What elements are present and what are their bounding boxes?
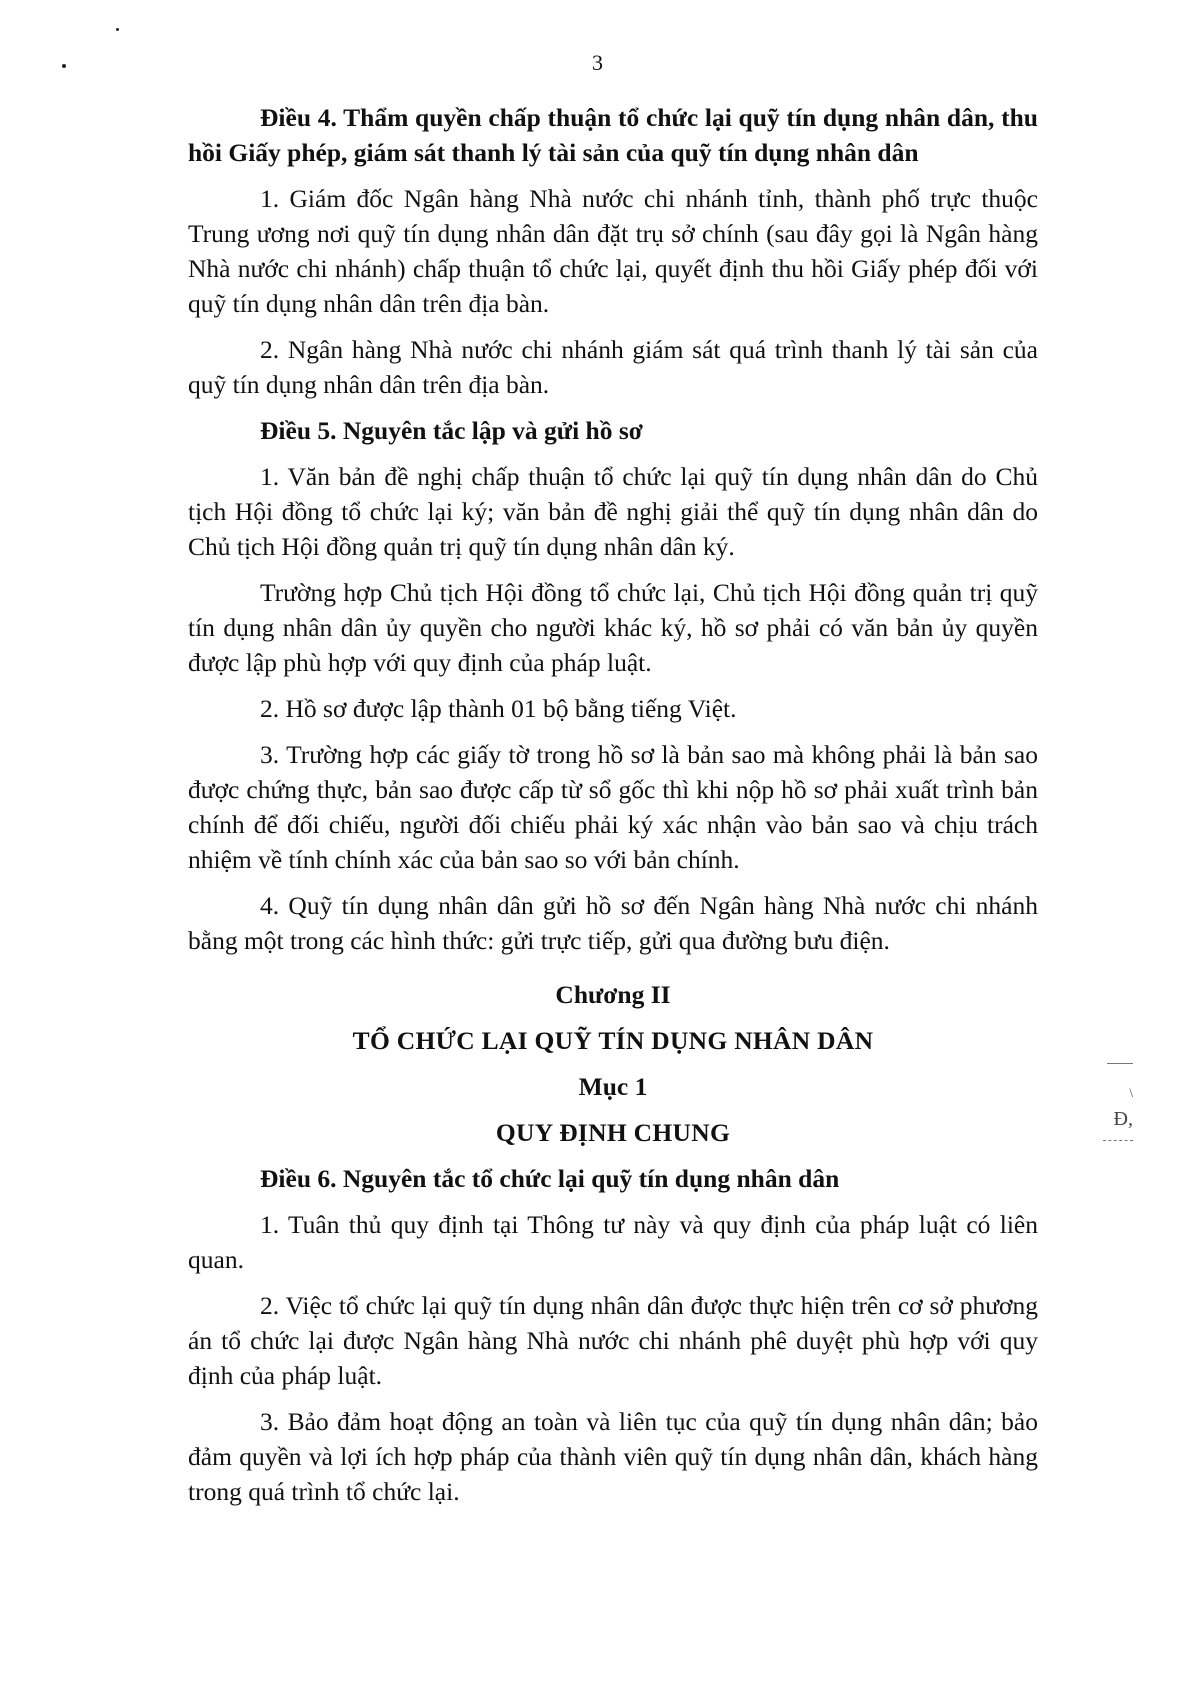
chapter-title: TỔ CHỨC LẠI QUỸ TÍN DỤNG NHÂN DÂN xyxy=(352,1026,874,1055)
article-4-heading: Điều 4. Thẩm quyền chấp thuận tổ chức lại quỹ tín dụng nhân dân, thu hồi Giấy phép, giám sát thanh lý tài sản của quỹ tín dụng nhân dân xyxy=(188,103,1038,167)
article-5-clause-4: 4. Quỹ tín dụng nhân dân gửi hồ sơ đến Ngân hàng Nhà nước chi nhánh bằng một trong các hình thức: gửi trực tiếp, gửi qua đường bưu điện. xyxy=(188,891,1038,955)
article-6-heading: Điều 6. Nguyên tắc tổ chức lại quỹ tín dụng nhân dân xyxy=(260,1164,840,1193)
article-6-clause-3: 3. Bảo đảm hoạt động an toàn và liên tục của quỹ tín dụng nhân dân; bảo đảm quyền và lợi ích hợp pháp của thành viên quỹ tín dụng nhân dân, khách hàng trong quá trình tổ chức lại. xyxy=(188,1407,1038,1506)
article-4-clause-2: 2. Ngân hàng Nhà nước chi nhánh giám sát quá trình thanh lý tài sản của quỹ tín dụng nhân dân trên địa bàn. xyxy=(188,335,1038,399)
page-number: 3 xyxy=(592,50,603,75)
chapter-label: Chương II xyxy=(555,980,671,1009)
section-label: Mục 1 xyxy=(578,1072,648,1101)
margin-stamp-fragment: \ Đ, xyxy=(1093,1063,1133,1141)
article-6-clause-2: 2. Việc tổ chức lại quỹ tín dụng nhân dân được thực hiện trên cơ sở phương án tổ chức lại được Ngân hàng Nhà nước chi nhánh phê duyệt phù hợp với quy định của pháp luật. xyxy=(188,1291,1038,1390)
article-6-clause-1: 1. Tuân thủ quy định tại Thông tư này và quy định của pháp luật có liên quan. xyxy=(188,1210,1038,1274)
document-body xyxy=(188,100,1038,1509)
article-5-clause-2: 2. Hồ sơ được lập thành 01 bộ bằng tiếng Việt. xyxy=(260,694,737,723)
article-5-clause-3: 3. Trường hợp các giấy tờ trong hồ sơ là bản sao mà không phải là bản sao được chứng thực, bản sao được cấp từ sổ gốc thì khi nộp hồ sơ phải xuất trình bản chính để đối chiếu, người đối chiếu phải ký xác nhận vào bản sao và chịu trách nhiệm về tính chính xác của bản sao so với bản chính. xyxy=(188,740,1038,874)
section-title: QUY ĐỊNH CHUNG xyxy=(495,1118,731,1147)
article-5-clause-1: 1. Văn bản đề nghị chấp thuận tổ chức lại quỹ tín dụng nhân dân do Chủ tịch Hội đồng tổ chức lại ký; văn bản đề nghị giải thể quỹ tín dụng nhân dân do Chủ tịch Hội đồng quản trị quỹ tín dụng nhân dân ký. xyxy=(188,462,1038,561)
article-4-clause-1: 1. Giám đốc Ngân hàng Nhà nước chi nhánh tỉnh, thành phố trực thuộc Trung ương nơi quỹ tín dụng nhân dân đặt trụ sở chính (sau đây gọi là Ngân hàng Nhà nước chi nhánh) chấp thuận tổ chức lại, quyết định thu hồi Giấy phép đối với quỹ tín dụng nhân dân trên địa bàn. xyxy=(188,184,1038,318)
article-5-clause-1-authorization: Trường hợp Chủ tịch Hội đồng tổ chức lại, Chủ tịch Hội đồng quản trị quỹ tín dụng nhân dân ủy quyền cho người khác ký, hồ sơ phải có văn bản ủy quyền được lập phù hợp với quy định của pháp luật. xyxy=(188,578,1038,677)
article-5-heading: Điều 5. Nguyên tắc lập và gửi hồ sơ xyxy=(260,416,643,445)
scan-speck xyxy=(116,28,119,31)
